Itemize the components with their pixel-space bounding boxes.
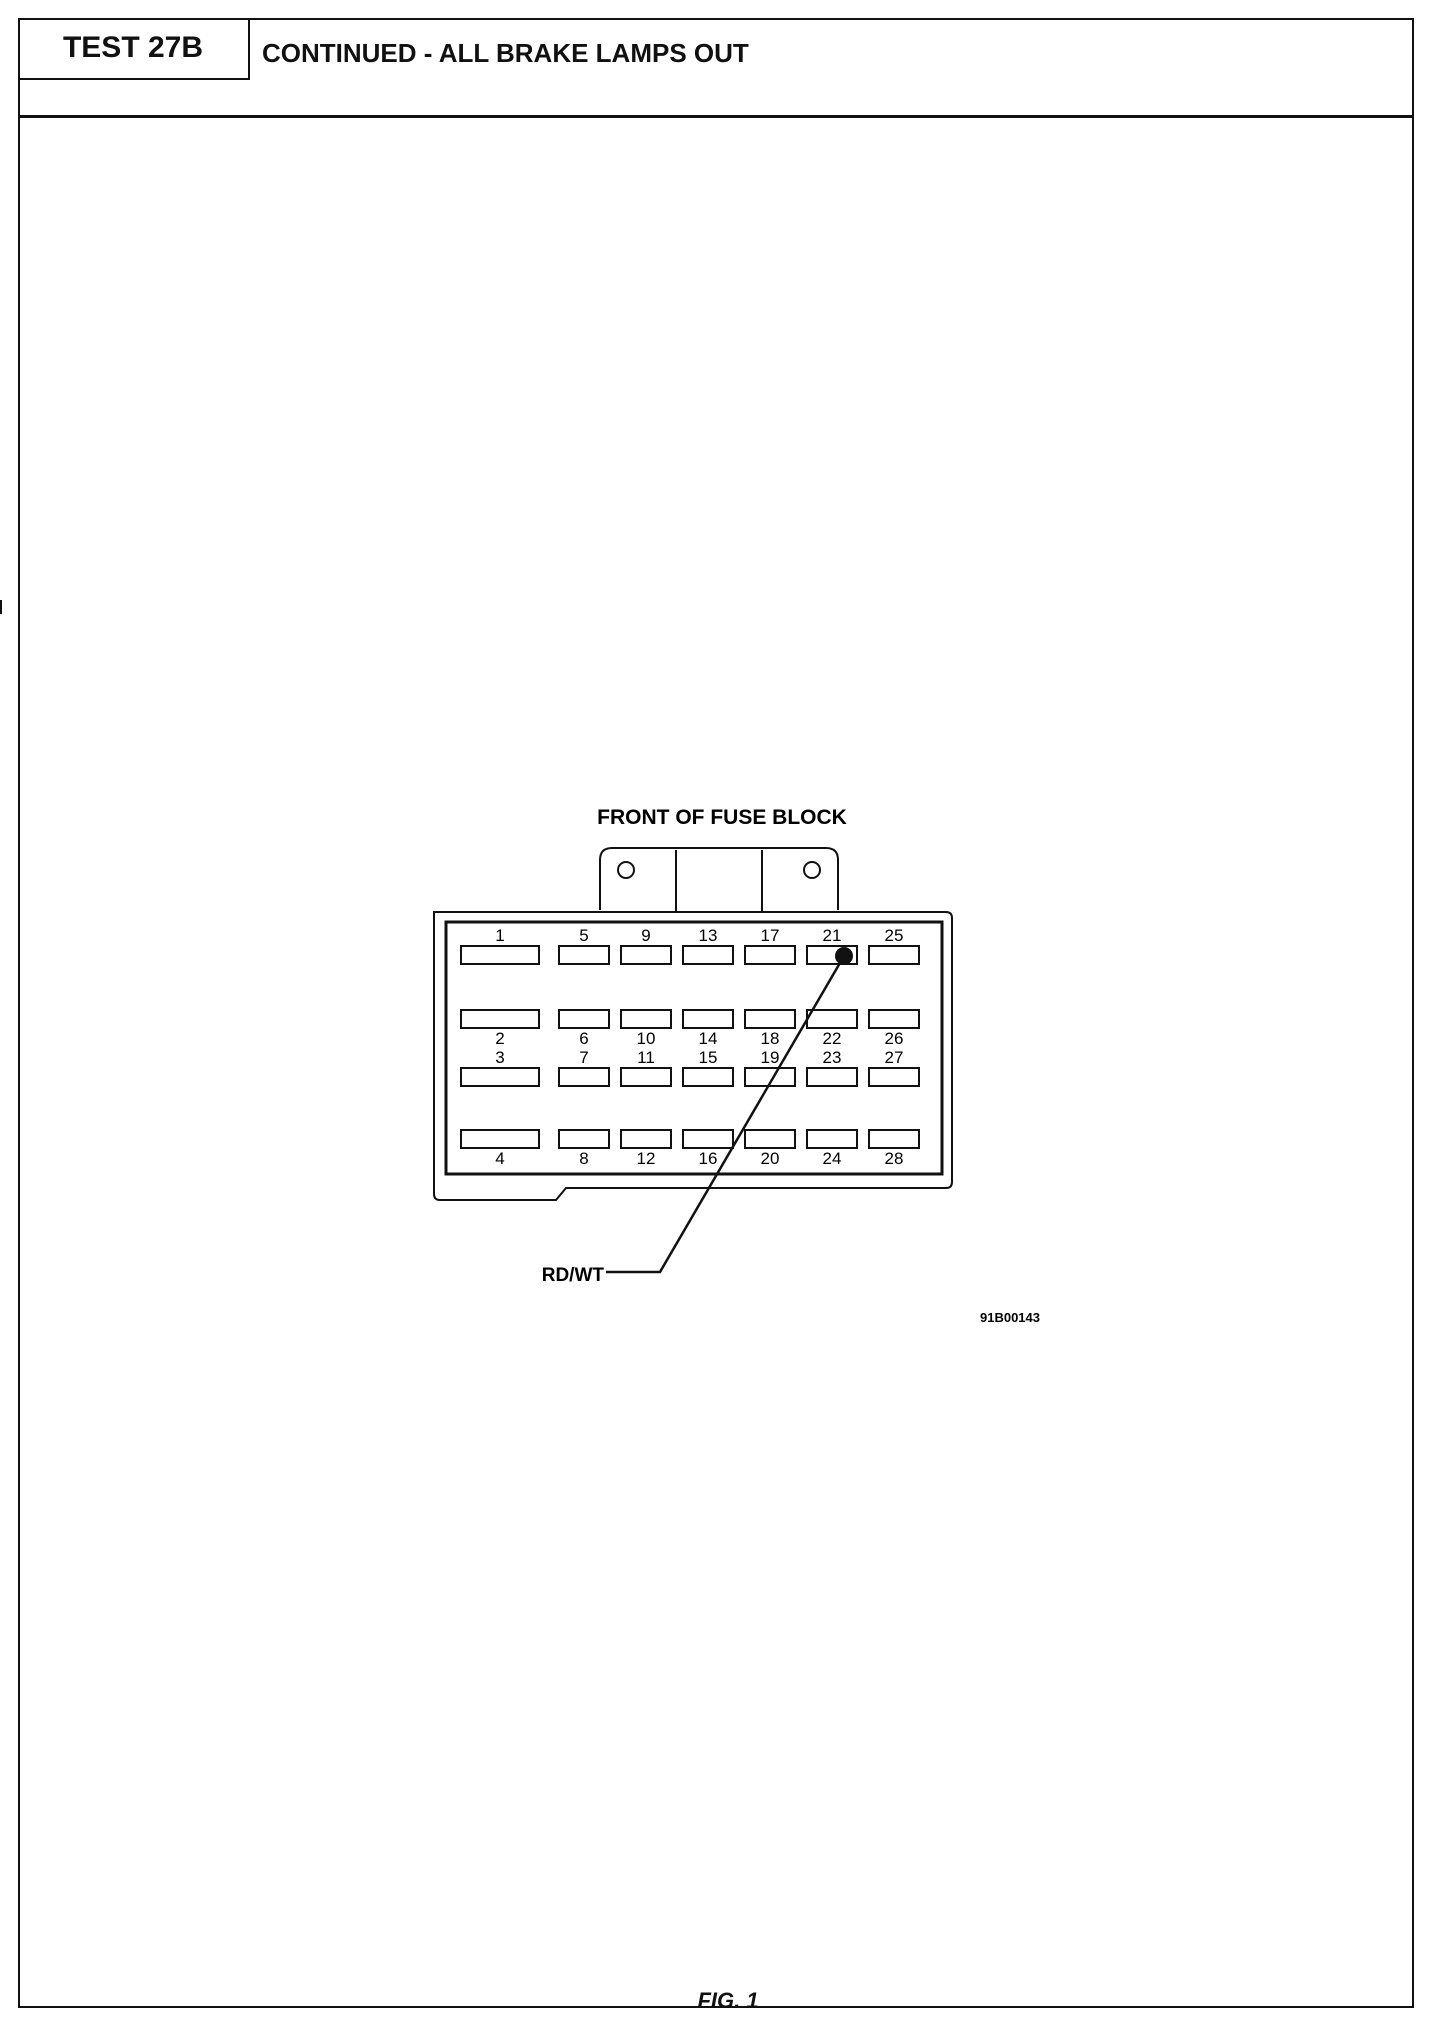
fuse-slot-14 bbox=[683, 1010, 733, 1028]
fuse-slot-18 bbox=[745, 1010, 795, 1028]
fuse-slot-17 bbox=[745, 946, 795, 964]
fuse-number-14: 14 bbox=[698, 1029, 718, 1048]
fuse-number-5: 5 bbox=[579, 926, 589, 945]
mounting-hole-left bbox=[618, 862, 634, 878]
fuse-slot-24 bbox=[807, 1130, 857, 1148]
fuse-slot-16 bbox=[683, 1130, 733, 1148]
fuse-number-3: 3 bbox=[495, 1048, 505, 1067]
fuse-number-2: 2 bbox=[495, 1029, 505, 1048]
fuse-number-23: 23 bbox=[822, 1048, 842, 1067]
fuse-slot-6 bbox=[559, 1010, 609, 1028]
fuse-number-10: 10 bbox=[636, 1029, 656, 1048]
fuse-number-11: 11 bbox=[637, 1048, 655, 1067]
figure-caption: FIG. 1 bbox=[697, 1988, 759, 2013]
fuse-number-7: 7 bbox=[579, 1048, 589, 1067]
fuse-slot-10 bbox=[621, 1010, 671, 1028]
fuse-block-tab bbox=[600, 848, 838, 910]
fuse-slot-5 bbox=[559, 946, 609, 964]
fuse-slots bbox=[461, 946, 919, 1148]
mounting-hole-right bbox=[804, 862, 820, 878]
fuse-number-28: 28 bbox=[884, 1149, 904, 1168]
test-id: TEST 27B bbox=[18, 18, 250, 80]
page-title: CONTINUED - ALL BRAKE LAMPS OUT bbox=[262, 38, 749, 68]
fuse-number-4: 4 bbox=[495, 1149, 505, 1168]
fuse-slot-27 bbox=[869, 1068, 919, 1086]
fuse-number-6: 6 bbox=[579, 1029, 589, 1048]
fuse-number-15: 15 bbox=[698, 1048, 718, 1067]
fuse-slot-28 bbox=[869, 1130, 919, 1148]
fuse-number-26: 26 bbox=[884, 1029, 904, 1048]
fuse-number-1: 1 bbox=[495, 926, 505, 945]
fuse-slot-23 bbox=[807, 1068, 857, 1086]
fuse-slot-26 bbox=[869, 1010, 919, 1028]
figure-code: 91B00143 bbox=[980, 1310, 1040, 1325]
fuse-block-inner bbox=[446, 922, 942, 1174]
fuse-slot-1 bbox=[461, 946, 539, 964]
fuse-slot-11 bbox=[621, 1068, 671, 1086]
fuse-number-25: 25 bbox=[884, 926, 904, 945]
wire-connection-dot bbox=[835, 947, 853, 965]
fuse-slot-12 bbox=[621, 1130, 671, 1148]
fuse-number-19: 19 bbox=[760, 1048, 780, 1067]
wire-label: RD/WT bbox=[541, 1265, 604, 1286]
rd-wt-wire bbox=[606, 956, 844, 1272]
fuse-number-18: 18 bbox=[760, 1029, 780, 1048]
fuse-slot-25 bbox=[869, 946, 919, 964]
fuse-number-13: 13 bbox=[698, 926, 718, 945]
fuse-number-24: 24 bbox=[822, 1149, 842, 1168]
fuse-slot-22 bbox=[807, 1010, 857, 1028]
diagram-title: FRONT OF FUSE BLOCK bbox=[597, 806, 847, 829]
fuse-block-outline bbox=[434, 912, 952, 1200]
fuse-number-12: 12 bbox=[636, 1149, 656, 1168]
fuse-number-8: 8 bbox=[579, 1149, 589, 1168]
fuse-slot-15 bbox=[683, 1068, 733, 1086]
fuse-slot-9 bbox=[621, 946, 671, 964]
fuse-slot-2 bbox=[461, 1010, 539, 1028]
fuse-number-17: 17 bbox=[760, 926, 780, 945]
fuse-slot-13 bbox=[683, 946, 733, 964]
fuse-slot-8 bbox=[559, 1130, 609, 1148]
fuse-slot-20 bbox=[745, 1130, 795, 1148]
fuse-slot-3 bbox=[461, 1068, 539, 1086]
fuse-number-16: 16 bbox=[698, 1149, 718, 1168]
fuse-slot-7 bbox=[559, 1068, 609, 1086]
fuse-slot-4 bbox=[461, 1130, 539, 1148]
fuse-number-22: 22 bbox=[822, 1029, 842, 1048]
fuse-number-21: 21 bbox=[822, 926, 842, 945]
fuse-number-9: 9 bbox=[641, 926, 651, 945]
fuse-number-27: 27 bbox=[884, 1048, 904, 1067]
fuse-number-20: 20 bbox=[760, 1149, 780, 1168]
